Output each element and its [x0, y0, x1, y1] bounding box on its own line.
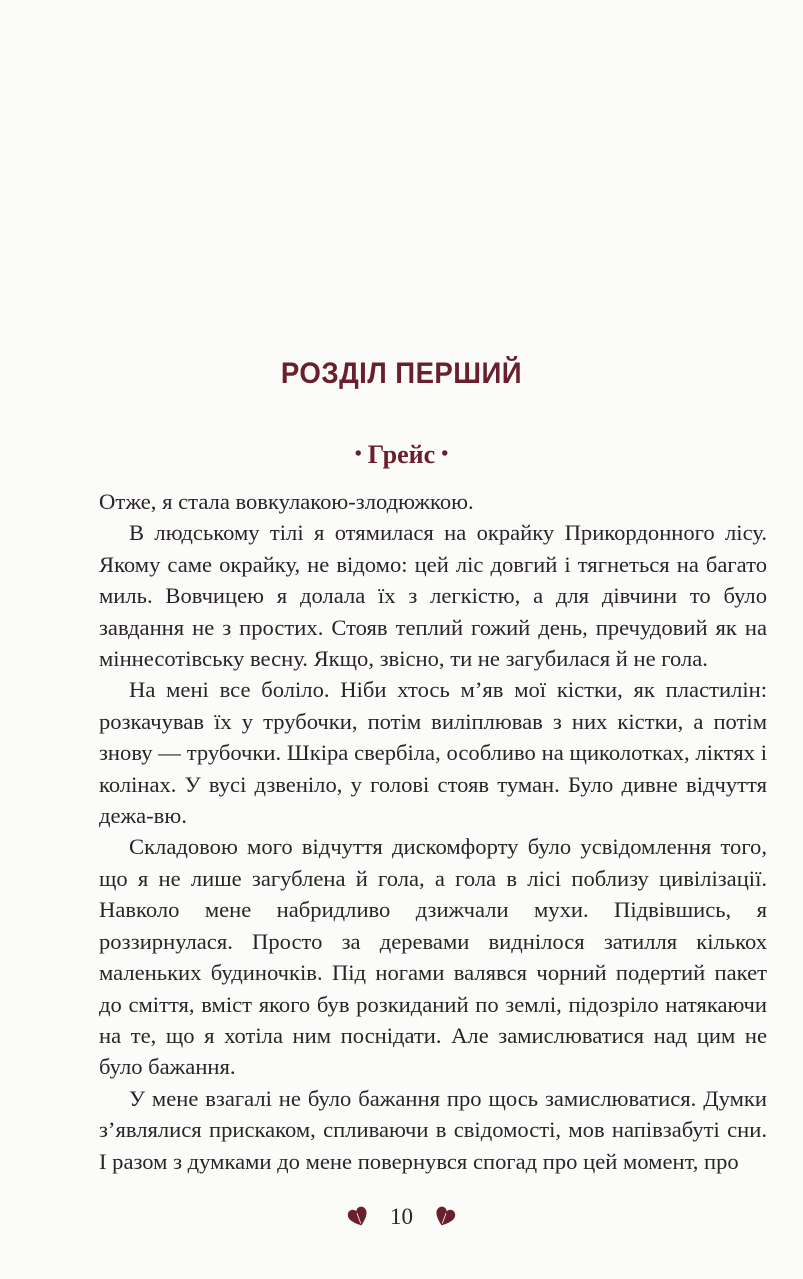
narrator-heading — [0, 440, 803, 470]
paragraph: У мене взагалі не було бажання про щось замислюватися. Думки з’являлися прискаком, спливаючи в свідомості, мов напівзабуті сни. І разом з думками до мене повернувся спогад про цей момент, про — [99, 1085, 767, 1174]
page-footer — [0, 1204, 803, 1230]
body-text — [99, 486, 767, 1177]
page-number: 10 — [390, 1204, 413, 1229]
bullet-left: • — [354, 443, 362, 465]
paragraph: На мені все боліло. Ніби хтось м’яв мої кістки, як пластилін: розкачував їх у трубочки, потім виліплював з них кістки, а потім знову — трубочки. Шкіра свербіла, особливо на щиколотках, ліктях і колінах. У вусі дзвеніло, у голові стояв туман. Було дивне відчуття дежа-вю. — [99, 677, 767, 829]
chapter-title: РОЗДІЛ ПЕРШИЙ — [280, 357, 523, 390]
paragraph: Отже, я стала вовкулакою-злодюжкою. — [99, 489, 474, 514]
heart-leaf-icon — [433, 1204, 457, 1228]
narrator-name: Грейс — [367, 440, 436, 469]
paragraph: В людському тілі я отямилася на окрайку Прикордонного лісу. Якому саме окрайку, не відомо: цей ліс довгий і тягнеться на багато миль. Вовчицею я долала їх з легкістю, а для дівчини то було завдання не з простих. Стояв теплий гожий день, пречудовий як на міннесотівську весну. Якщо, звісно, ти не загубилася й не гола. — [99, 520, 767, 672]
bullet-right: • — [441, 443, 449, 465]
heart-leaf-icon — [346, 1204, 370, 1228]
paragraph: Складовою мого відчуття дискомфорту було усвідомлення того, що я не лише загублена й гола, а гола в лісі поблизу цивілізації. Навколо мене набридливо дзижчали мухи. Підвівшись, я роззирнулася. Просто за деревами виднілося затилля кількох маленьких будиночків. Під ногами валявся чорний подертий пакет до сміття, вміст якого був розкиданий по землі, підозріло натякаючи на те, що я хотіла ним поснідати. Але замислюватися над цим не було бажання. — [99, 834, 767, 1080]
